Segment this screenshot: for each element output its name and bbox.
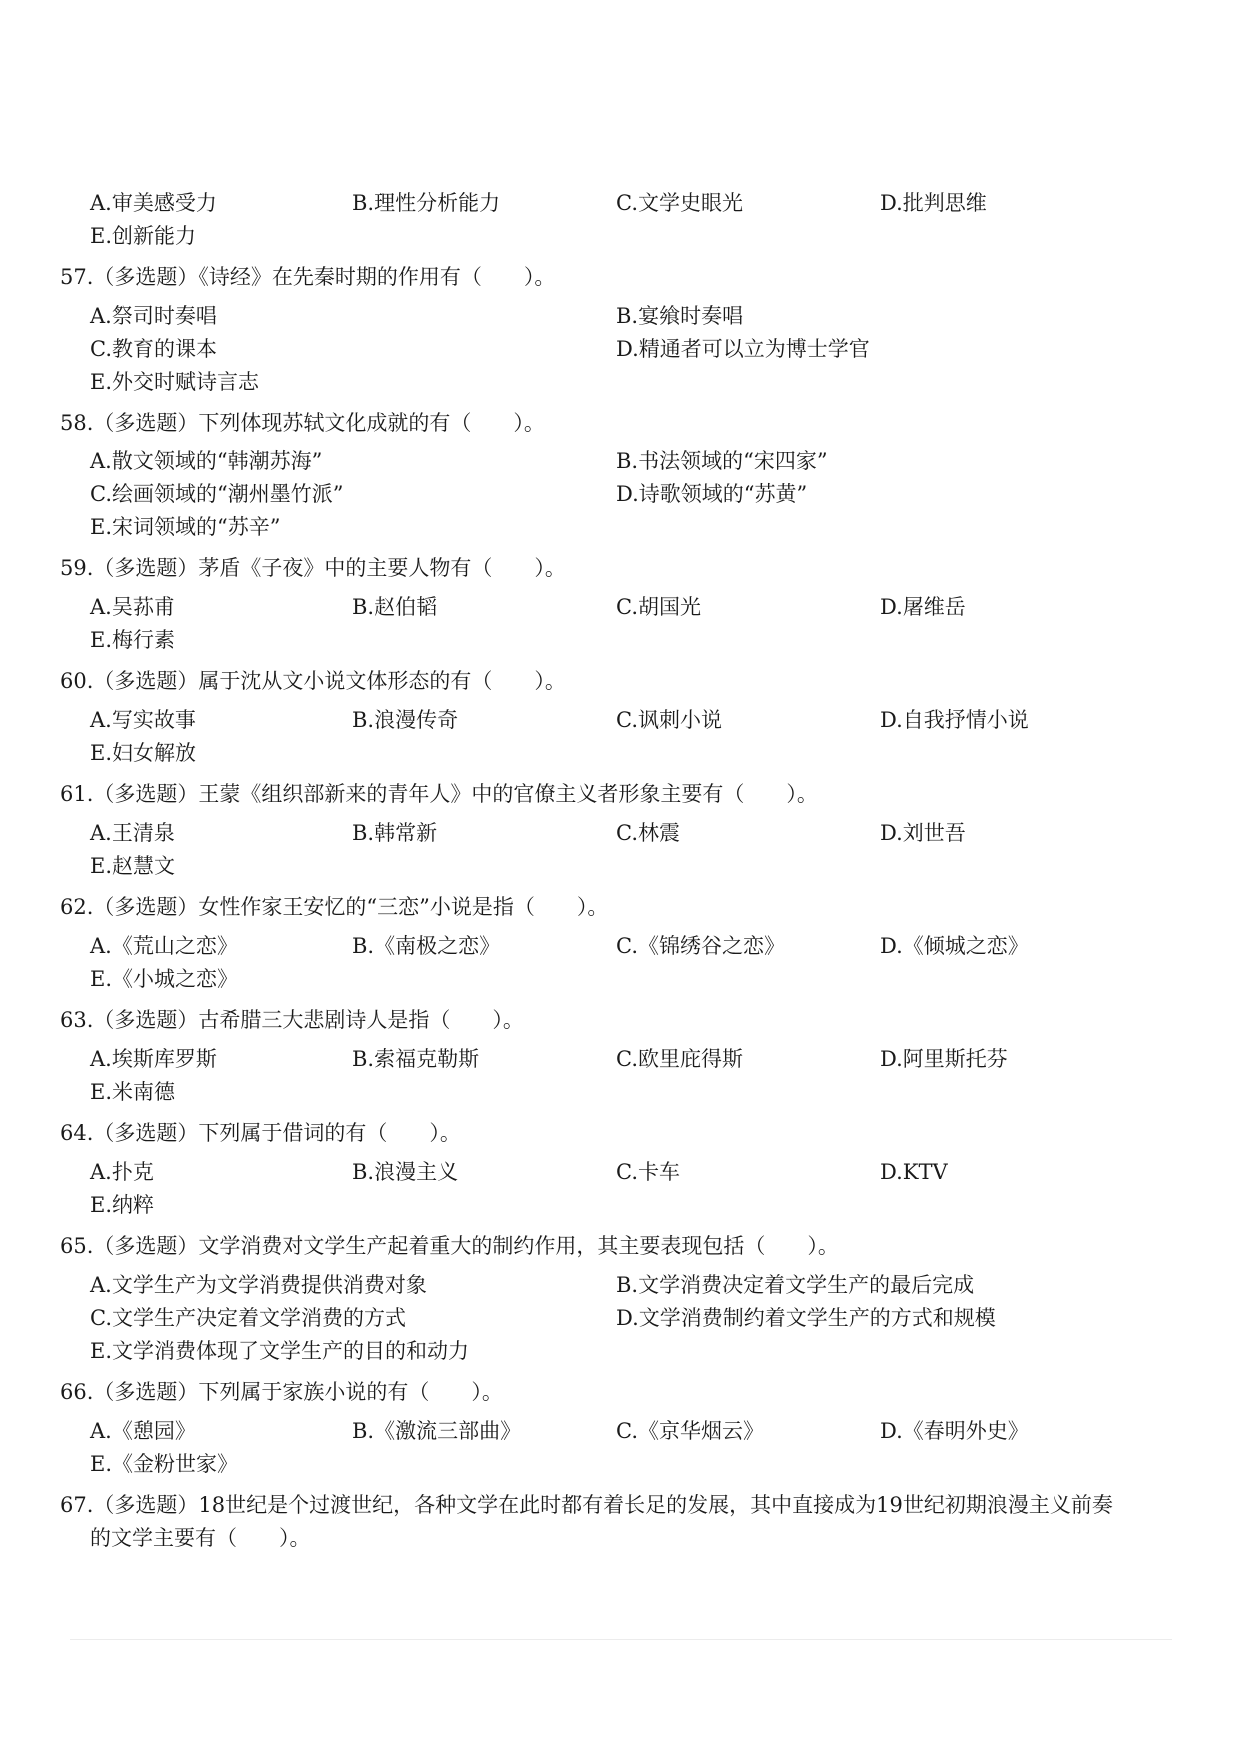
option-e: E.赵慧文: [90, 854, 176, 878]
option-c: C.胡国光: [616, 595, 701, 619]
question-number: 66.: [60, 1380, 94, 1404]
option-b: B.文学消费决定着文学生产的最后完成: [616, 1273, 975, 1297]
option-a: A.《荒山之恋》: [90, 934, 238, 958]
option-a: A.《憩园》: [90, 1419, 196, 1443]
option-d: D.诗歌领域的“苏黄”: [616, 482, 808, 506]
option-d: D.《春明外史》: [880, 1419, 1029, 1443]
option-e: E.米南德: [90, 1080, 176, 1104]
question-type: （多选题）: [93, 265, 199, 289]
question-stem: 18世纪是个过渡世纪，各种文学在此时都有着长足的发展，其中直接成为19世纪初期浪漫主义前奏: [198, 1493, 1113, 1517]
option-d: D.文学消费制约着文学生产的方式和规模: [616, 1306, 996, 1330]
option-b: B.理性分析能力: [352, 191, 501, 215]
question-stem: 女性作家王安忆的“三恋”小说是指（ ）。: [198, 895, 609, 919]
question-number: 65.: [60, 1234, 94, 1258]
option-c: C.《京华烟云》: [616, 1419, 764, 1443]
option-e: E.宋词领域的“苏辛”: [90, 515, 281, 539]
option-a: A.文学生产为文学消费提供消费对象: [90, 1273, 427, 1297]
option-d: D.《倾城之恋》: [880, 934, 1029, 958]
option-c: C.文学史眼光: [616, 191, 743, 215]
question-number: 61.: [60, 782, 94, 806]
option-d: D.刘世吾: [880, 821, 966, 845]
option-a: A.写实故事: [90, 708, 196, 732]
option-e: E.创新能力: [90, 224, 197, 248]
option-c: C.欧里庇得斯: [616, 1047, 743, 1071]
question-63: [60, 1007, 524, 1033]
option-c: C.教育的课本: [90, 337, 217, 361]
question-number: 59.: [60, 556, 94, 580]
option-a: A.王清泉: [90, 821, 175, 845]
option-d: D.屠维岳: [880, 595, 966, 619]
question-60: [60, 668, 566, 694]
option-c: C.绘画领域的“潮州墨竹派”: [90, 482, 344, 506]
question-stem: 下列体现苏轼文化成就的有（ ）。: [198, 411, 545, 435]
option-c: C.《锦绣谷之恋》: [616, 934, 785, 958]
question-number: 60.: [60, 669, 94, 693]
option-b: B.《南极之恋》: [352, 934, 501, 958]
option-e: E.《金粉世家》: [90, 1452, 239, 1476]
option-a: A.审美感受力: [90, 191, 217, 215]
question-type: （多选题）: [93, 1008, 199, 1032]
question-65: [60, 1233, 839, 1259]
question-stem: 文学消费对文学生产起着重大的制约作用，其主要表现包括（ ）。: [198, 1234, 839, 1258]
question-type: （多选题）: [93, 411, 199, 435]
question-number: 57.: [60, 265, 94, 289]
option-b: B.索福克勒斯: [352, 1047, 480, 1071]
question-stem: 下列属于借词的有（ ）。: [198, 1121, 461, 1145]
question-type: （多选题）: [93, 1380, 199, 1404]
question-stem: 《诗经》在先秦时期的作用有（ ）。: [198, 265, 556, 289]
question-type: （多选题）: [93, 782, 199, 806]
question-type: （多选题）: [93, 669, 199, 693]
option-d: D.批判思维: [880, 191, 987, 215]
option-e: E.外交时赋诗言志: [90, 370, 260, 394]
option-b: B.书法领域的“宋四家”: [616, 449, 828, 473]
option-a: A.埃斯库罗斯: [90, 1047, 217, 1071]
question-number: 58.: [60, 411, 94, 435]
question-stem: 古希腊三大悲剧诗人是指（ ）。: [198, 1008, 524, 1032]
option-e: E.纳粹: [90, 1193, 155, 1217]
question-type: （多选题）: [93, 895, 199, 919]
option-c: C.林震: [616, 821, 680, 845]
question-64: [60, 1120, 461, 1146]
option-b: B.赵伯韬: [352, 595, 438, 619]
option-b: B.《激流三部曲》: [352, 1419, 522, 1443]
question-type: （多选题）: [93, 556, 199, 580]
option-b: B.宴飨时奏唱: [616, 304, 744, 328]
question-stem-continued: 的文学主要有（ ）。: [90, 1526, 311, 1550]
question-number: 63.: [60, 1008, 94, 1032]
question-number: 67.: [60, 1493, 94, 1517]
option-a: A.祭司时奏唱: [90, 304, 217, 328]
option-d: D.阿里斯托芬: [880, 1047, 1008, 1071]
option-d: D.KTV: [880, 1160, 948, 1184]
option-b: B.韩常新: [352, 821, 438, 845]
option-e: E.《小城之恋》: [90, 967, 239, 991]
option-c: C.文学生产决定着文学消费的方式: [90, 1306, 406, 1330]
question-67: [60, 1492, 1113, 1518]
option-a: A.散文领域的“韩潮苏海”: [90, 449, 323, 473]
question-stem: 下列属于家族小说的有（ ）。: [198, 1380, 503, 1404]
question-number: 62.: [60, 895, 94, 919]
question-stem: 王蒙《组织部新来的青年人》中的官僚主义者形象主要有（ ）。: [198, 782, 818, 806]
option-c: C.讽刺小说: [616, 708, 722, 732]
option-d: D.精通者可以立为博士学官: [616, 337, 870, 361]
question-stem: 茅盾《子夜》中的主要人物有（ ）。: [198, 556, 566, 580]
question-57: [60, 264, 555, 290]
option-c: C.卡车: [616, 1160, 680, 1184]
option-b: B.浪漫主义: [352, 1160, 459, 1184]
question-66: [60, 1379, 503, 1405]
question-62: [60, 894, 608, 920]
question-type: （多选题）: [93, 1234, 199, 1258]
footer-divider: [70, 1639, 1172, 1640]
question-61: [60, 781, 818, 807]
question-type: （多选题）: [93, 1121, 199, 1145]
question-58: [60, 410, 545, 436]
option-e: E.梅行素: [90, 628, 176, 652]
option-d: D.自我抒情小说: [880, 708, 1029, 732]
question-type: （多选题）: [93, 1493, 199, 1517]
option-e: E.妇女解放: [90, 741, 197, 765]
option-b: B.浪漫传奇: [352, 708, 459, 732]
option-a: A.扑克: [90, 1160, 154, 1184]
question-59: [60, 555, 566, 581]
option-a: A.吴荪甫: [90, 595, 175, 619]
option-e: E.文学消费体现了文学生产的目的和动力: [90, 1339, 470, 1363]
question-number: 64.: [60, 1121, 94, 1145]
question-stem: 属于沈从文小说文体形态的有（ ）。: [198, 669, 566, 693]
